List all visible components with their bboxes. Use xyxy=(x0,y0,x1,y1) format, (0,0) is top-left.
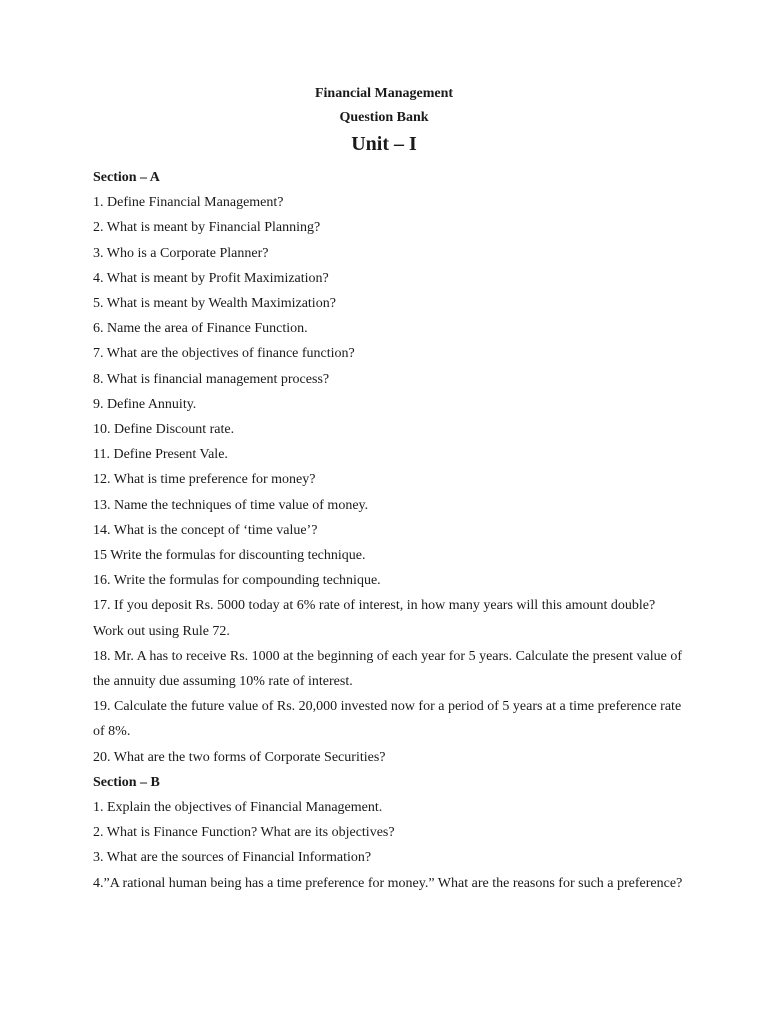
question-item: 11. Define Present Vale. xyxy=(93,447,228,463)
question-item: 20. What are the two forms of Corporate Securities? xyxy=(93,749,386,765)
question-item: 14. What is the concept of ‘time value’? xyxy=(93,522,318,538)
question-item: 4.”A rational human being has a time preference for money.” What are the reasons for such a preference? xyxy=(93,875,683,891)
question-item: 18. Mr. A has to receive Rs. 1000 at the beginning of each year for 5 years. Calculate the present value of the annuity due assuming 10% rate of interest. xyxy=(93,648,682,690)
question-item: 3. Who is a Corporate Planner? xyxy=(93,245,269,261)
question-item: 1. Define Financial Management? xyxy=(93,195,284,211)
question-item: 19. Calculate the future value of Rs. 20,000 invested now for a period of 5 years at a time preference rate of 8%. xyxy=(93,699,682,740)
question-item: 4. What is meant by Profit Maximization? xyxy=(93,270,329,286)
question-item: 15 Write the formulas for discounting technique. xyxy=(93,548,366,564)
unit-heading: Unit – I xyxy=(351,133,417,155)
question-item: 7. What are the objectives of finance function? xyxy=(93,346,355,362)
question-item: 13. Name the techniques of time value of money. xyxy=(93,497,369,513)
question-item: 12. What is time preference for money? xyxy=(93,472,316,488)
document-title: Financial Management xyxy=(314,86,454,101)
question-item: 3. What are the sources of Financial Information? xyxy=(93,850,372,866)
question-item: 2. What is Finance Function? What are its objectives? xyxy=(93,825,395,841)
question-item: 10. Define Discount rate. xyxy=(93,422,235,438)
section-b-heading: Section – B xyxy=(93,774,160,790)
question-item: 5. What is meant by Wealth Maximization? xyxy=(93,296,336,312)
document-subtitle: Question Bank xyxy=(339,110,429,125)
question-item: 2. What is meant by Financial Planning? xyxy=(93,220,321,236)
question-item: 6. Name the area of Finance Function. xyxy=(93,321,308,337)
question-list xyxy=(93,165,683,896)
question-item: 8. What is financial management process? xyxy=(93,371,330,387)
question-item: 17. If you deposit Rs. 5000 today at 6% rate of interest, in how many years will this amount double? Work out using Rule 72. xyxy=(93,598,656,639)
question-item: 16. Write the formulas for compounding technique. xyxy=(93,573,381,589)
question-item: 1. Explain the objectives of Financial Management. xyxy=(93,800,383,816)
section-a-heading: Section – A xyxy=(93,170,160,185)
question-item: 9. Define Annuity. xyxy=(93,396,197,412)
